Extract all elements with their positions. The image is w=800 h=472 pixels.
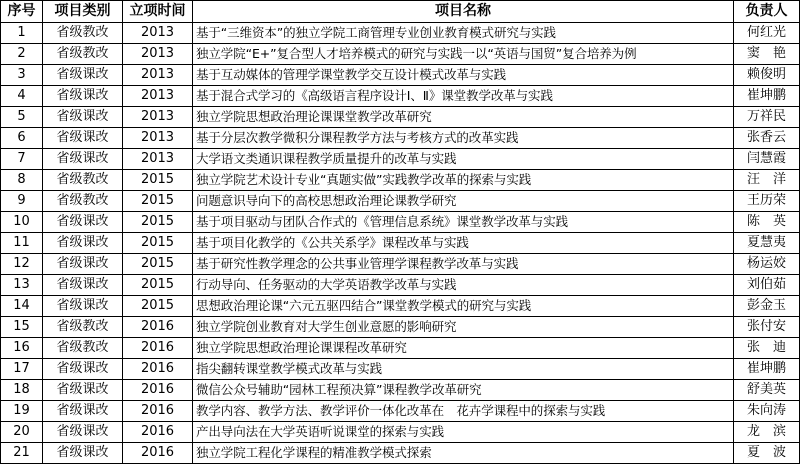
cell-person: 赖俊明 [734,65,800,86]
cell-name: 基于项目化教学的《公共关系学》课程改革与实践 [193,233,734,254]
cell-type: 省级教改 [43,44,123,65]
table-row [1,380,800,401]
cell-year: 2015 [123,170,193,191]
header-name: 项目名称 [193,1,734,23]
cell-year: 2016 [123,401,193,422]
cell-name: 基于分层次教学微积分课程教学方法与考核方式的改革实践 [193,128,734,149]
cell-year: 2015 [123,191,193,212]
cell-type: 省级课改 [43,401,123,422]
cell-type: 省级课改 [43,128,123,149]
cell-no: 14 [1,296,43,317]
cell-person: 杨运姣 [734,254,800,275]
cell-year: 2013 [123,23,193,44]
cell-no: 17 [1,359,43,380]
cell-name: 行动导向、任务驱动的大学英语教学改革与实践 [193,275,734,296]
cell-name: 独立学院思想政治理论课课堂教学改革研究 [193,107,734,128]
cell-year: 2015 [123,233,193,254]
table-body [1,23,800,464]
cell-type: 省级课改 [43,212,123,233]
cell-name: 基于研究性教学理念的公共事业管理学课程教学改革与实践 [193,254,734,275]
header-year: 立项时间 [123,1,193,23]
cell-person: 张付安 [734,317,800,338]
cell-name: 微信公众号辅助“园林工程预决算”课程教学改革研究 [193,380,734,401]
cell-no: 13 [1,275,43,296]
cell-person: 舒美英 [734,380,800,401]
header-type: 项目类别 [43,1,123,23]
header-person: 负责人 [734,1,800,23]
table-row [1,401,800,422]
cell-name: 基于“三维资本”的独立学院工商管理专业创业教育模式研究与实践 [193,23,734,44]
cell-type: 省级教改 [43,338,123,359]
cell-year: 2016 [123,380,193,401]
table-row [1,191,800,212]
cell-person: 窦 艳 [734,44,800,65]
cell-person: 龙 滨 [734,422,800,443]
cell-no: 21 [1,443,43,464]
cell-year: 2016 [123,338,193,359]
cell-person: 陈 英 [734,212,800,233]
cell-person: 朱向涛 [734,401,800,422]
cell-year: 2013 [123,44,193,65]
cell-name: 问题意识导向下的高校思想政治理论课教学研究 [193,191,734,212]
cell-name: 基于混合式学习的《高级语言程序设计Ⅰ、Ⅱ》课堂教学改革与实践 [193,86,734,107]
table-row [1,212,800,233]
cell-no: 10 [1,212,43,233]
cell-no: 8 [1,170,43,191]
cell-type: 省级教改 [43,170,123,191]
cell-type: 省级教改 [43,317,123,338]
cell-no: 16 [1,338,43,359]
cell-name: 基于项目驱动与团队合作式的《管理信息系统》课堂教学改革与实践 [193,212,734,233]
cell-year: 2013 [123,107,193,128]
cell-year: 2013 [123,65,193,86]
table-row [1,23,800,44]
table-row [1,296,800,317]
cell-person: 张香云 [734,128,800,149]
cell-year: 2016 [123,359,193,380]
cell-no: 11 [1,233,43,254]
cell-year: 2016 [123,443,193,464]
cell-no: 6 [1,128,43,149]
table-row [1,275,800,296]
cell-no: 3 [1,65,43,86]
cell-year: 2016 [123,422,193,443]
cell-no: 15 [1,317,43,338]
cell-no: 4 [1,86,43,107]
cell-type: 省级课改 [43,296,123,317]
cell-type: 省级课改 [43,65,123,86]
cell-name: 独立学院艺术设计专业“真题实做”实践教学改革的探索与实践 [193,170,734,191]
cell-person: 万祥民 [734,107,800,128]
table-row [1,86,800,107]
cell-person: 崔坤鹏 [734,359,800,380]
cell-type: 省级课改 [43,254,123,275]
cell-person: 何红光 [734,23,800,44]
cell-type: 省级课改 [43,275,123,296]
table-row [1,422,800,443]
cell-name: 大学语文类通识课程教学质量提升的改革与实践 [193,149,734,170]
cell-year: 2013 [123,149,193,170]
cell-year: 2013 [123,128,193,149]
cell-person: 张 迪 [734,338,800,359]
cell-type: 省级课改 [43,422,123,443]
cell-person: 闫慧霞 [734,149,800,170]
table-row [1,359,800,380]
cell-name: 独立学院“E+”复合型人才培养模式的研究与实践一以“英语与国贸”复合培养为例 [193,44,734,65]
table-row [1,317,800,338]
table-row [1,65,800,86]
cell-year: 2015 [123,275,193,296]
cell-name: 思想政治理论课“六元五驱四结合”课堂教学模式的研究与实践 [193,296,734,317]
cell-name: 产出导向法在大学英语听说课堂的探索与实践 [193,422,734,443]
table-row [1,338,800,359]
cell-person: 汪 洋 [734,170,800,191]
cell-type: 省级教改 [43,191,123,212]
table-row [1,233,800,254]
cell-type: 省级课改 [43,86,123,107]
cell-name: 独立学院思想政治理论课课程改革研究 [193,338,734,359]
cell-no: 19 [1,401,43,422]
cell-person: 崔坤鹏 [734,86,800,107]
cell-no: 12 [1,254,43,275]
cell-year: 2013 [123,86,193,107]
header-no: 序号 [1,1,43,23]
cell-no: 1 [1,23,43,44]
cell-type: 省级课改 [43,380,123,401]
cell-person: 夏慧夷 [734,233,800,254]
cell-person: 彭金玉 [734,296,800,317]
header-row [1,1,800,23]
cell-person: 刘伯茹 [734,275,800,296]
cell-type: 省级课改 [43,107,123,128]
cell-type: 省级课改 [43,149,123,170]
table-row [1,254,800,275]
table-row [1,107,800,128]
cell-no: 7 [1,149,43,170]
cell-name: 教学内容、教学方法、教学评价一体化改革在 花卉学课程中的探索与实践 [193,401,734,422]
cell-year: 2015 [123,254,193,275]
cell-no: 20 [1,422,43,443]
cell-year: 2016 [123,317,193,338]
table-row [1,443,800,464]
cell-name: 独立学院创业教育对大学生创业意愿的影响研究 [193,317,734,338]
cell-type: 省级课改 [43,359,123,380]
cell-person: 王历荣 [734,191,800,212]
cell-no: 2 [1,44,43,65]
table-row [1,44,800,65]
table-row [1,149,800,170]
cell-no: 9 [1,191,43,212]
cell-name: 指尖翻转课堂教学模式改革与实践 [193,359,734,380]
cell-person: 夏 波 [734,443,800,464]
cell-no: 5 [1,107,43,128]
table-row [1,128,800,149]
cell-type: 省级课改 [43,443,123,464]
cell-year: 2015 [123,296,193,317]
cell-no: 18 [1,380,43,401]
cell-type: 省级教改 [43,23,123,44]
cell-type: 省级课改 [43,233,123,254]
cell-name: 独立学院工程化学课程的精准教学模式探索 [193,443,734,464]
cell-year: 2015 [123,212,193,233]
cell-name: 基于互动媒体的管理学课堂教学交互设计模式改革与实践 [193,65,734,86]
table-row [1,170,800,191]
